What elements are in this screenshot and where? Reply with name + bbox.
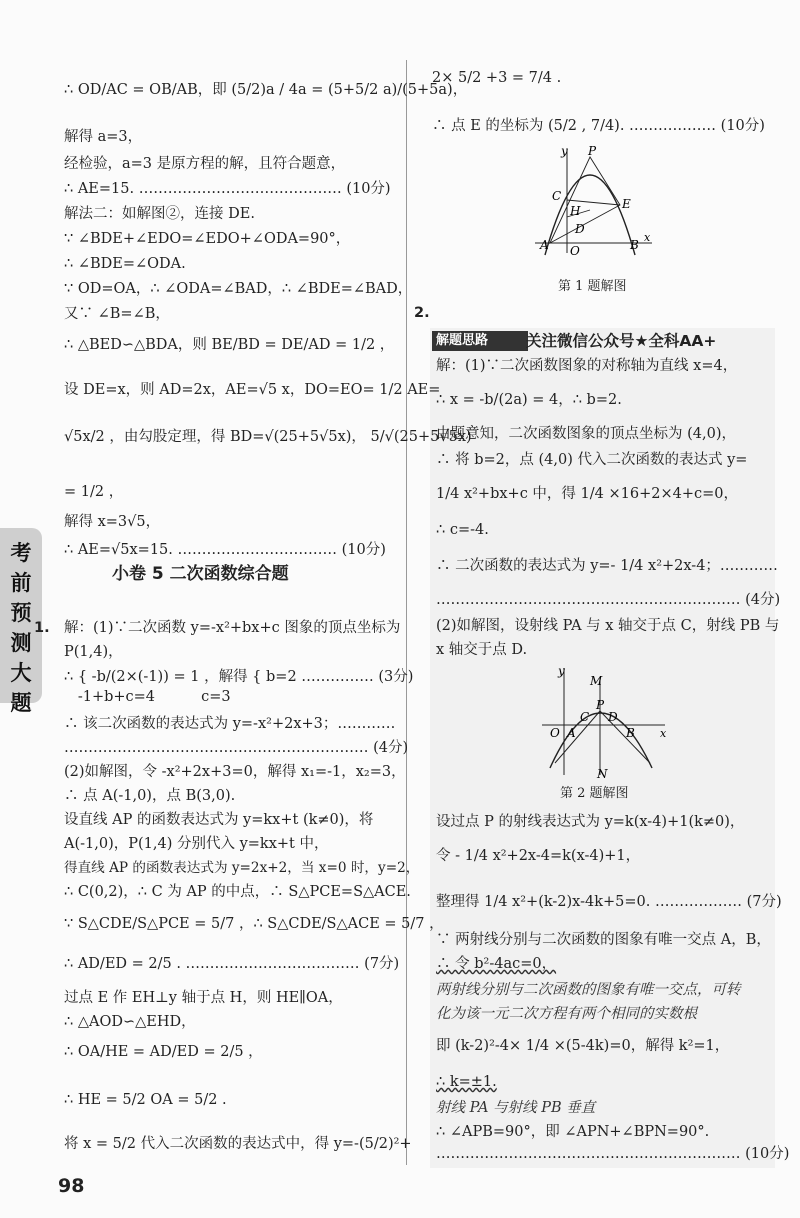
text-line: ∴ ∠APB=90°，即 ∠APN+∠BPN=90°. <box>436 1124 710 1140</box>
text-line: ∴ 点 A(-1,0)，点 B(3,0). <box>64 788 236 804</box>
handwritten-note: 化为该一元二次方程有两个相同的实数根 <box>436 1006 697 1022</box>
text-line: ∴ 二次函数的表达式为 y=- 1/4 x²+2x-4；………… <box>436 558 778 574</box>
fig1-label-c: C <box>552 189 562 203</box>
text-line: (2)如解图，令 -x²+2x+3=0，解得 x₁=-1，x₂=3， <box>64 764 406 780</box>
text-line: 令 - 1/4 x²+2x-4=k(x-4)+1， <box>436 848 641 864</box>
text-line: ∴ △AOD∽△EHD， <box>64 1014 196 1030</box>
fig2-label-y: y <box>558 664 565 678</box>
text-line: ∵ 两射线分别与二次函数的图象有唯一交点 A，B， <box>436 932 771 948</box>
section-title: 小卷 5 二次函数综合题 <box>112 564 289 584</box>
text-line: ∴ 令 b²-4ac=0， <box>436 956 557 972</box>
fig2-label-m: M <box>590 674 603 688</box>
text-line: 得直线 AP 的函数表达式为 y=2x+2，当 x=0 时，y=2， <box>64 860 420 876</box>
column-divider <box>406 60 407 1165</box>
text-line: 设过点 P 的射线表达式为 y=k(x-4)+1(k≠0)， <box>436 814 745 830</box>
text-line: ∴ AE=15. …………………………………… (10分) <box>64 181 391 197</box>
fig1-label-d: D <box>575 222 585 236</box>
text-line: 解：(1)∵二次函数图象的对称轴为直线 x=4， <box>436 358 738 374</box>
text-line: 即 (k-2)²-4× 1/4 ×(5-4k)=0，解得 k²=1， <box>436 1038 730 1054</box>
text-line: ∴ OA/HE = AD/ED = 2/5 ， <box>64 1044 263 1060</box>
handwritten-note: 两射线分别与二次函数的图象有唯一交点，可转 <box>436 982 741 998</box>
text-line: P(1,4)， <box>64 644 123 660</box>
text-line: ∴ x = -b/(2a) = 4，∴ b=2. <box>436 392 622 408</box>
text-line: ∴ HE = 5/2 OA = 5/2 . <box>64 1092 227 1108</box>
text-line: 解：(1)∵二次函数 y=-x²+bx+c 图象的顶点坐标为 <box>64 620 401 636</box>
fig1-label-h: H <box>570 204 581 218</box>
fig2-label-b: B <box>626 726 635 740</box>
handwritten-note: 射线 PA 与射线 PB 垂直 <box>436 1100 596 1116</box>
text-line: 2× 5/2 +3 = 7/4 . <box>432 70 562 86</box>
figure-2 <box>540 663 675 781</box>
fig2-label-a: A <box>567 726 576 740</box>
text-line: ∴ { -b/(2×(-1)) = 1 ，解得 { b=2 …………… (3分) <box>64 669 414 685</box>
text-line: (2)如解图，设射线 PA 与 x 轴交于点 C，射线 PB 与 <box>436 618 780 634</box>
fig1-label-y: y <box>561 145 568 158</box>
side-tab-label: 考前预测大题 <box>10 541 32 715</box>
text-line: ……………………………………………………… (4分) <box>64 740 409 756</box>
page-number: 98 <box>58 1175 85 1197</box>
fig2-label-c: C <box>580 710 590 724</box>
fig2-caption: 第 2 题解图 <box>560 786 629 801</box>
text-line: 整理得 1/4 x²+(k-2)x-4k+5=0. ……………… (7分) <box>436 894 782 910</box>
fig1-label-o: O <box>570 244 580 258</box>
text-line: 又∵ ∠B=∠B， <box>64 306 170 322</box>
text-line: ∵ ∠BDE+∠EDO=∠EDO+∠ODA=90°， <box>64 231 351 247</box>
text-line: 解法二：如解图②，连接 DE. <box>64 206 255 222</box>
text-line: = 1/2 ， <box>64 484 124 500</box>
text-line: 经检验，a=3 是原方程的解，且符合题意， <box>64 156 346 172</box>
parabola <box>550 713 652 768</box>
text-line: 设直线 AP 的函数表达式为 y=kx+t (k≠0)，将 <box>64 812 374 828</box>
text-line: ∵ OD=OA，∴ ∠ODA=∠BAD，∴ ∠BDE=∠BAD， <box>64 281 413 297</box>
text-line: ∴ AE=√5x=15. …………………………… (10分) <box>64 542 386 558</box>
text-line: 解得 a=3， <box>64 129 143 145</box>
fig2-label-d: D <box>608 710 618 724</box>
question-number: 1. <box>34 620 50 636</box>
text-line: ∵ S△CDE/S△PCE = 5/7 ，∴ S△CDE/S△ACE = 5/7 ， <box>64 916 444 932</box>
figure-1 <box>530 145 660 260</box>
text-line: 1/4 x²+bx+c 中，得 1/4 ×16+2×4+c=0， <box>436 486 738 502</box>
text-line: ∴ AD/ED = 2/5 . ……………………………… (7分) <box>64 956 400 972</box>
text-line: ……………………………………………………… (10分) <box>436 1146 790 1162</box>
tip-label: 解题思路 <box>432 331 528 351</box>
fig1-caption: 第 1 题解图 <box>558 279 627 294</box>
text-line: 将 x = 5/2 代入二次函数的表达式中，得 y=-(5/2)²+ <box>64 1136 412 1152</box>
text-line: ∴ 该二次函数的表达式为 y=-x²+2x+3；………… <box>64 716 396 732</box>
text-line: 解得 x=3√5， <box>64 514 161 530</box>
text-line: ∴ c=-4. <box>436 522 489 538</box>
text-line: -1+b+c=4 c=3 <box>64 689 231 705</box>
text-line: ∴ ∠BDE=∠ODA. <box>64 256 186 272</box>
fig1-label-a: A <box>540 238 549 252</box>
text-line: x 轴交于点 D. <box>436 642 528 658</box>
fig1-label-p: P <box>588 145 597 158</box>
text-line: ∴ OD/AC = OB/AB，即 (5/2)a / 4a = (5+5/2 a)/(5+5a)， <box>64 82 468 98</box>
fig2-label-p: P <box>596 698 605 712</box>
text-line: 过点 E 作 EH⊥y 轴于点 H，则 HE∥OA， <box>64 990 343 1006</box>
text-line: ∴ C(0,2)，∴ C 为 AP 的中点，∴ S△PCE=S△ACE. <box>64 884 411 900</box>
fig2-label-o: O <box>550 726 560 740</box>
text-line: ∴ 将 b=2，点 (4,0) 代入二次函数的表达式 y= <box>436 452 748 468</box>
fig2-label-n: N <box>597 767 608 781</box>
tip-banner <box>432 329 768 353</box>
fig1-label-x: x <box>644 231 651 244</box>
text-line: 设 DE=x，则 AD=2x，AE=√5 x，DO=EO= 1/2 AE= <box>64 382 441 398</box>
text-line: ∴ 点 E 的坐标为 (5/2 , 7/4). ……………… (10分) <box>432 118 765 134</box>
text-line: ……………………………………………………… (4分) <box>436 592 781 608</box>
question-number: 2. <box>414 305 430 321</box>
text-line: ∴ k=±1. <box>436 1074 497 1090</box>
text-line: ∴ △BED∽△BDA，则 BE/BD = DE/AD = 1/2 ， <box>64 337 395 353</box>
tip-text: 关注微信公众号★全科AA+ <box>526 332 717 350</box>
text-line: 由题意知，二次函数图象的顶点坐标为 (4,0)， <box>436 426 736 442</box>
fig2-label-x: x <box>660 727 667 740</box>
fig1-label-b: B <box>630 238 639 252</box>
fig1-label-e: E <box>622 197 631 211</box>
text-line: √5x/2 ，由勾股定理，得 BD=√(25+5√5x)， 5/√(25+5√5x) <box>64 429 472 445</box>
text-line: A(-1,0)，P(1,4) 分别代入 y=kx+t 中， <box>64 836 329 852</box>
